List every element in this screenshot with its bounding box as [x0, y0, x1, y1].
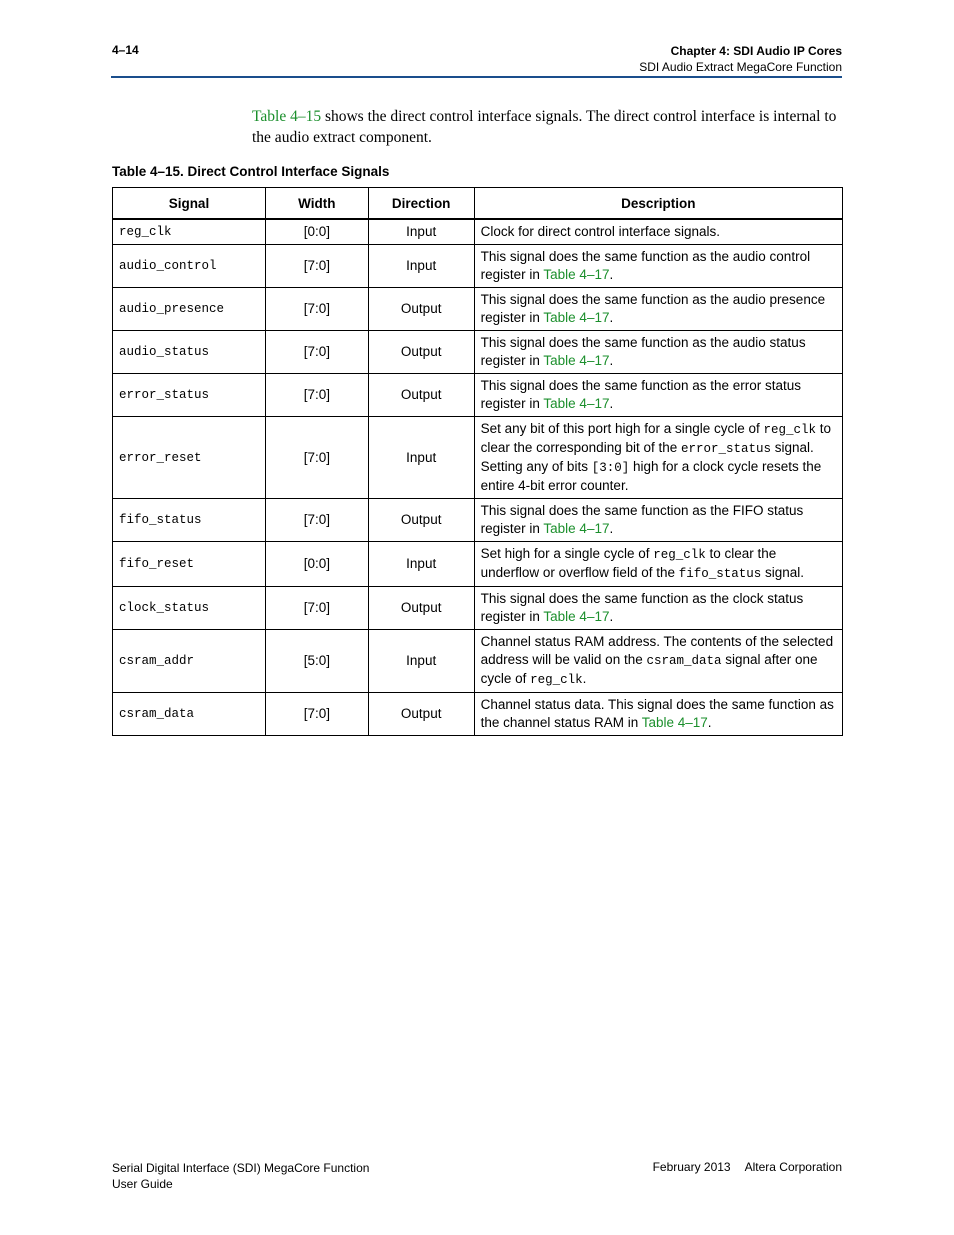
signal-name: audio_presence [113, 288, 266, 331]
header-rule [111, 76, 842, 78]
table-row [113, 245, 843, 288]
signal-description: Channel status data. This signal does the same function as the channel status RAM in Table 4–17. [474, 693, 842, 736]
table-row [113, 417, 843, 499]
footer-right [653, 1160, 842, 1174]
table-row [113, 288, 843, 331]
signal-name: fifo_reset [113, 542, 266, 587]
footer-doc-subtitle: User Guide [112, 1177, 173, 1191]
signal-width: [7:0] [265, 693, 368, 736]
table-ref-link[interactable]: Table 4–17 [641, 715, 708, 730]
signal-description: This signal does the same function as the error status register in Table 4–17. [474, 374, 842, 417]
signal-direction: Output [368, 587, 474, 630]
signal-direction: Input [368, 219, 474, 245]
running-header [639, 43, 842, 75]
table-row [113, 587, 843, 630]
signal-description: This signal does the same function as the audio control register in Table 4–17. [474, 245, 842, 288]
table-ref-link[interactable]: Table 4–17 [543, 396, 610, 411]
signal-name: audio_control [113, 245, 266, 288]
signal-description: Channel status RAM address. The contents of the selected address will be valid on the csram_data signal after one cycle of reg_clk. [474, 630, 842, 693]
inline-code: reg_clk [653, 548, 706, 562]
table-row [113, 630, 843, 693]
signal-direction: Input [368, 630, 474, 693]
signal-width: [7:0] [265, 499, 368, 542]
signal-direction: Output [368, 288, 474, 331]
table-ref-link[interactable]: Table 4–17 [543, 521, 610, 536]
col-header-width: Width [265, 188, 368, 220]
signal-name: clock_status [113, 587, 266, 630]
inline-code: error_status [681, 442, 772, 456]
signal-width: [7:0] [265, 331, 368, 374]
signal-name: csram_addr [113, 630, 266, 693]
signal-name: reg_clk [113, 219, 266, 245]
table-link[interactable]: Table 4–15 [252, 108, 322, 125]
col-header-direction: Direction [368, 188, 474, 220]
signal-name: audio_status [113, 331, 266, 374]
table-row [113, 219, 843, 245]
intro-paragraph [252, 106, 842, 148]
footer-doc-title: Serial Digital Interface (SDI) MegaCore Function [112, 1161, 370, 1175]
footer-date: February 2013 [652, 1160, 731, 1174]
signal-name: csram_data [113, 693, 266, 736]
signal-width: [7:0] [265, 587, 368, 630]
col-header-signal: Signal [113, 188, 266, 220]
signal-direction: Output [368, 693, 474, 736]
table-ref-link[interactable]: Table 4–17 [543, 310, 610, 325]
table-row [113, 374, 843, 417]
signal-description: This signal does the same function as the FIFO status register in Table 4–17. [474, 499, 842, 542]
section-title: SDI Audio Extract MegaCore Function [639, 60, 842, 74]
signal-description: Set high for a single cycle of reg_clk to clear the underflow or overflow field of the fifo_status signal. [474, 542, 842, 587]
inline-code: reg_clk [530, 673, 583, 687]
signal-width: [7:0] [265, 374, 368, 417]
signal-name: fifo_status [113, 499, 266, 542]
inline-code: [3:0] [591, 461, 630, 475]
chapter-title: Chapter 4: SDI Audio IP Cores [670, 44, 842, 58]
signal-direction: Input [368, 542, 474, 587]
inline-code: csram_data [646, 654, 722, 668]
footer-company: Altera Corporation [744, 1160, 842, 1174]
signal-name: error_reset [113, 417, 266, 499]
signal-description: This signal does the same function as the audio status register in Table 4–17. [474, 331, 842, 374]
table-ref-link[interactable]: Table 4–17 [543, 609, 610, 624]
signal-width: [5:0] [265, 630, 368, 693]
signal-description: Set any bit of this port high for a single cycle of reg_clk to clear the corresponding bit of the error_status signal. Setting any of bits [3:0] high for a clock cycle resets the entire 4-bit error counter. [474, 417, 842, 499]
page-number: 4–14 [112, 43, 139, 57]
col-header-description: Description [474, 188, 842, 220]
signal-description: This signal does the same function as the audio presence register in Table 4–17. [474, 288, 842, 331]
signal-direction: Input [368, 417, 474, 499]
signal-description: Clock for direct control interface signals. [474, 219, 842, 245]
signals-table [112, 187, 843, 736]
footer-left [112, 1160, 369, 1192]
signal-width: [7:0] [265, 288, 368, 331]
signal-direction: Output [368, 499, 474, 542]
signal-direction: Input [368, 245, 474, 288]
table-row [113, 331, 843, 374]
table-ref-link[interactable]: Table 4–17 [543, 267, 610, 282]
signal-width: [7:0] [265, 245, 368, 288]
inline-code: fifo_status [678, 567, 762, 581]
signal-direction: Output [368, 374, 474, 417]
table-ref-link[interactable]: Table 4–17 [543, 353, 610, 368]
table-caption: Table 4–15. Direct Control Interface Signals [112, 164, 390, 179]
signal-description: This signal does the same function as the clock status register in Table 4–17. [474, 587, 842, 630]
intro-text: shows the direct control interface signals. The direct control interface is internal to the audio extract component. [252, 108, 837, 146]
table-row [113, 542, 843, 587]
signal-width: [0:0] [265, 219, 368, 245]
inline-code: reg_clk [763, 423, 817, 437]
table-row [113, 693, 843, 736]
signal-name: error_status [113, 374, 266, 417]
table-row [113, 499, 843, 542]
table-header-row [113, 188, 843, 220]
signal-width: [7:0] [265, 417, 368, 499]
signal-direction: Output [368, 331, 474, 374]
signal-width: [0:0] [265, 542, 368, 587]
